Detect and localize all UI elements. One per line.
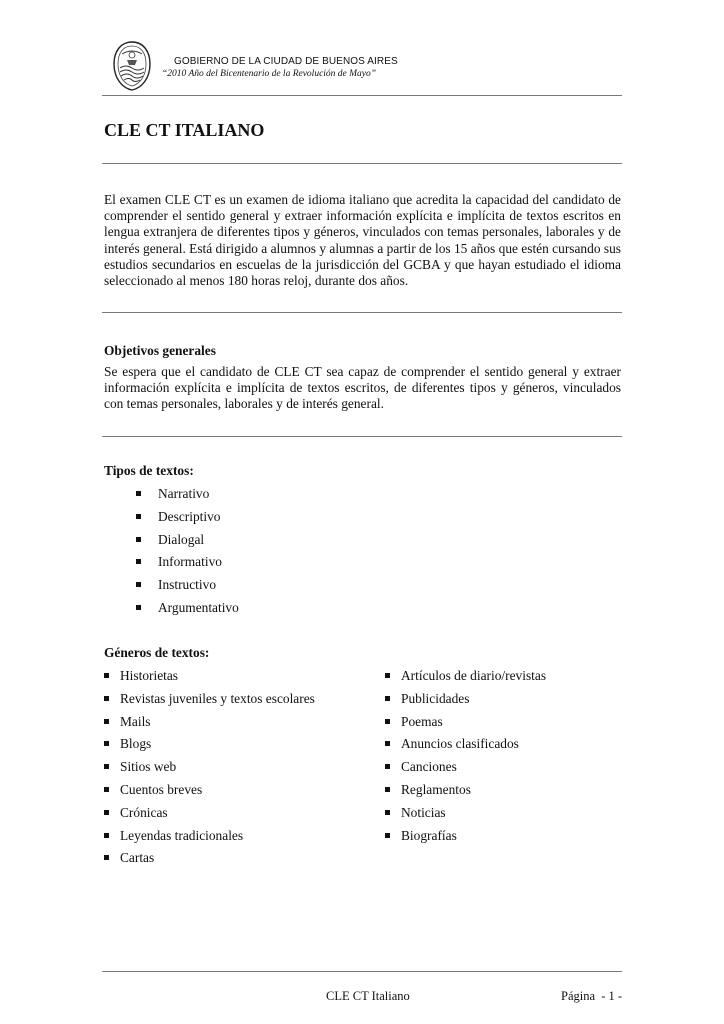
list-item — [136, 600, 386, 623]
list-item-label: Informativo — [158, 554, 222, 570]
list-item-label: Blogs — [120, 736, 152, 752]
square-bullet-icon — [104, 673, 109, 678]
square-bullet-icon — [385, 741, 390, 746]
list-item — [104, 759, 374, 782]
list-item-label: Descriptivo — [158, 508, 221, 524]
coat-of-arms-icon — [112, 40, 152, 92]
text-types-list — [136, 486, 386, 623]
list-item-label: Cuentos breves — [120, 781, 203, 797]
objectives-paragraph: Se espera que el candidato de CLE CT sea capaz de comprender el sentido general y extraer información explícita e implícita de textos escritos, de diferentes tipos y géneros, vinculados con temas personales, laborales y de interés general. — [104, 364, 621, 412]
list-item — [385, 736, 621, 759]
square-bullet-icon — [385, 787, 390, 792]
square-bullet-icon — [104, 764, 109, 769]
list-item — [104, 714, 374, 737]
list-item — [104, 805, 374, 828]
square-bullet-icon — [104, 741, 109, 746]
square-bullet-icon — [104, 719, 109, 724]
list-item — [385, 691, 621, 714]
list-item-label: Publicidades — [401, 690, 470, 706]
list-item — [104, 828, 374, 851]
objectives-heading: Objetivos generales — [104, 343, 216, 358]
list-item — [385, 714, 621, 737]
list-item — [385, 759, 621, 782]
square-bullet-icon — [136, 582, 141, 587]
square-bullet-icon — [385, 719, 390, 724]
list-item — [136, 486, 386, 509]
square-bullet-icon — [104, 833, 109, 838]
divider — [102, 95, 622, 96]
list-item-label: Historietas — [120, 668, 179, 683]
square-bullet-icon — [136, 537, 141, 542]
square-bullet-icon — [104, 855, 109, 860]
divider — [102, 436, 622, 437]
list-item-label: Revistas juveniles y textos escolares — [120, 690, 315, 706]
list-item — [136, 554, 386, 577]
list-item — [104, 850, 374, 873]
list-item-label: Narrativo — [158, 486, 210, 501]
list-item — [385, 668, 621, 691]
list-item — [385, 782, 621, 805]
list-item — [104, 736, 374, 759]
square-bullet-icon — [104, 787, 109, 792]
list-item — [104, 691, 374, 714]
list-item-label: Dialogal — [158, 531, 205, 547]
list-item-label: Canciones — [401, 759, 457, 775]
list-item-label: Anuncios clasificados — [401, 736, 519, 752]
list-item-label: Biografías — [401, 827, 457, 843]
list-item — [385, 805, 621, 828]
square-bullet-icon — [385, 764, 390, 769]
text-types-heading: Tipos de textos: — [104, 463, 194, 478]
divider — [102, 312, 622, 313]
list-item — [136, 577, 386, 600]
list-item-label: Sitios web — [120, 759, 177, 775]
footer-divider — [102, 971, 622, 972]
list-item — [136, 532, 386, 555]
list-item-label: Leyendas tradicionales — [120, 827, 244, 843]
square-bullet-icon — [385, 696, 390, 701]
list-item-label: Mails — [120, 713, 151, 729]
header-org: GOBIERNO DE LA CIUDAD DE BUENOS AIRES — [174, 56, 398, 67]
square-bullet-icon — [136, 605, 141, 610]
footer-doc-name: CLE CT Italiano — [326, 989, 410, 1003]
intro-paragraph: El examen CLE CT es un examen de idioma italiano que acredita la capacidad del candidato de comprender el sentido general y extraer información explícita e implícita de textos escritos en lengua extranjera de diferentes tipos y géneros, vinculados con temas personales, laborales y de interés general. Está dirigido a alumnos y alumnas a partir de los 15 años que estén cursando sus estudios secundarios en escuelas de la jurisdicción del GCBA y que hayan estudiado el idioma seleccionado al menos 180 horas reloj, durante dos años. — [104, 192, 621, 289]
list-item-label: Argumentativo — [158, 599, 239, 615]
list-item — [104, 782, 374, 805]
square-bullet-icon — [136, 491, 141, 496]
footer-page-number: Página - 1 - — [561, 989, 623, 1003]
square-bullet-icon — [385, 673, 390, 678]
list-item-label: Artículos de diario/revistas — [401, 668, 547, 683]
list-item-label: Reglamentos — [401, 781, 471, 797]
list-item — [385, 828, 621, 851]
genres-list-right — [385, 668, 621, 850]
list-item-label: Poemas — [401, 713, 443, 729]
list-item — [104, 668, 374, 691]
genres-heading: Géneros de textos: — [104, 645, 210, 660]
square-bullet-icon — [385, 833, 390, 838]
divider — [102, 163, 622, 164]
list-item-label: Crónicas — [120, 804, 168, 820]
list-item-label: Cartas — [120, 850, 155, 866]
square-bullet-icon — [136, 514, 141, 519]
square-bullet-icon — [104, 696, 109, 701]
square-bullet-icon — [104, 810, 109, 815]
header — [0, 0, 724, 96]
square-bullet-icon — [136, 559, 141, 564]
header-motto: “2010 Año del Bicentenario de la Revolución de Mayo” — [162, 69, 377, 79]
list-item-label: Noticias — [401, 804, 446, 820]
list-item-label: Instructivo — [158, 577, 217, 593]
list-item — [136, 509, 386, 532]
page-title: CLE CT ITALIANO — [104, 120, 265, 140]
square-bullet-icon — [385, 810, 390, 815]
genres-list-left — [104, 668, 374, 873]
